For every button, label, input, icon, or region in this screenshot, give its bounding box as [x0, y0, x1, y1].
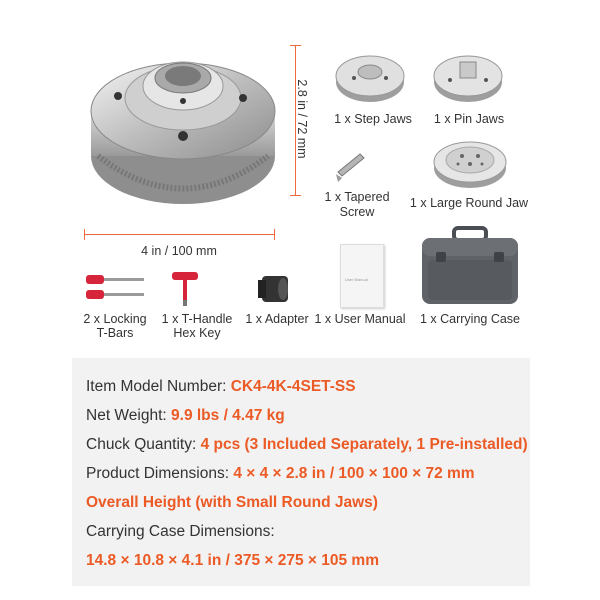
locking-tbars-label-1: 2 x Locking [83, 312, 147, 326]
spec-chuck-label: Chuck Quantity: [86, 436, 201, 453]
pin-jaws-image [432, 52, 504, 104]
spec-model-row [86, 378, 356, 396]
spec-case-row [86, 523, 275, 541]
locking-tbars-image [86, 272, 146, 308]
t-handle-label-1: 1 x T-Handle [161, 312, 233, 326]
spec-model-label: Item Model Number: [86, 378, 231, 395]
tapered-screw-image [332, 144, 368, 184]
height-dimension-label: 2.8 in / 72 mm [295, 79, 309, 159]
spec-chuck-value: 4 pcs (3 Included Separately, 1 Pre-installed) [200, 436, 528, 453]
large-round-jaw-label: 1 x Large Round Jaw [409, 196, 529, 210]
pin-jaws-label: 1 x Pin Jaws [433, 112, 505, 126]
spec-dim-row [86, 465, 475, 483]
chuck-image [78, 36, 288, 216]
user-manual-title: User Manual [345, 277, 368, 282]
carrying-case-label: 1 x Carrying Case [419, 312, 521, 326]
spec-weight-label: Net Weight: [86, 407, 172, 424]
spec-weight-row [86, 407, 285, 425]
user-manual-image [340, 244, 384, 308]
width-dimension-line [84, 234, 274, 235]
spec-dim-value: 4 × 4 × 2.8 in / 100 × 100 × 72 mm [233, 465, 475, 482]
spec-dim-label: Product Dimensions: [86, 465, 234, 482]
step-jaws-label: 1 x Step Jaws [334, 112, 412, 126]
tapered-screw-label-1: 1 x Tapered [324, 190, 390, 204]
spec-model-value: CK4-4K-4SET-SS [230, 378, 356, 395]
spec-chuck-row [86, 436, 528, 454]
spec-case-label: Carrying Case Dimensions: [86, 523, 275, 540]
specs-panel [72, 358, 530, 586]
width-dimension-label: 4 in / 100 mm [141, 244, 217, 258]
spec-overall-height-text: Overall Height (with Small Round Jaws) [86, 494, 378, 511]
spec-case-value: 14.8 × 10.8 × 4.1 in / 375 × 275 × 105 mm [86, 552, 379, 569]
step-jaws-image [334, 52, 406, 104]
tapered-screw-label-2: Screw [339, 205, 375, 219]
user-manual-label: 1 x User Manual [314, 312, 406, 326]
carrying-case-image [418, 226, 522, 308]
adapter-label: 1 x Adapter [245, 312, 309, 326]
spec-case-value-row [86, 552, 379, 570]
spec-weight-value: 9.9 lbs / 4.47 kg [171, 407, 285, 424]
t-handle-label-2: Hex Key [173, 326, 221, 340]
adapter-image [256, 272, 296, 308]
large-round-jaw-image [432, 134, 508, 190]
t-handle-image [168, 270, 208, 310]
locking-tbars-label-2: T-Bars [96, 326, 134, 340]
spec-overall-height [86, 494, 378, 512]
